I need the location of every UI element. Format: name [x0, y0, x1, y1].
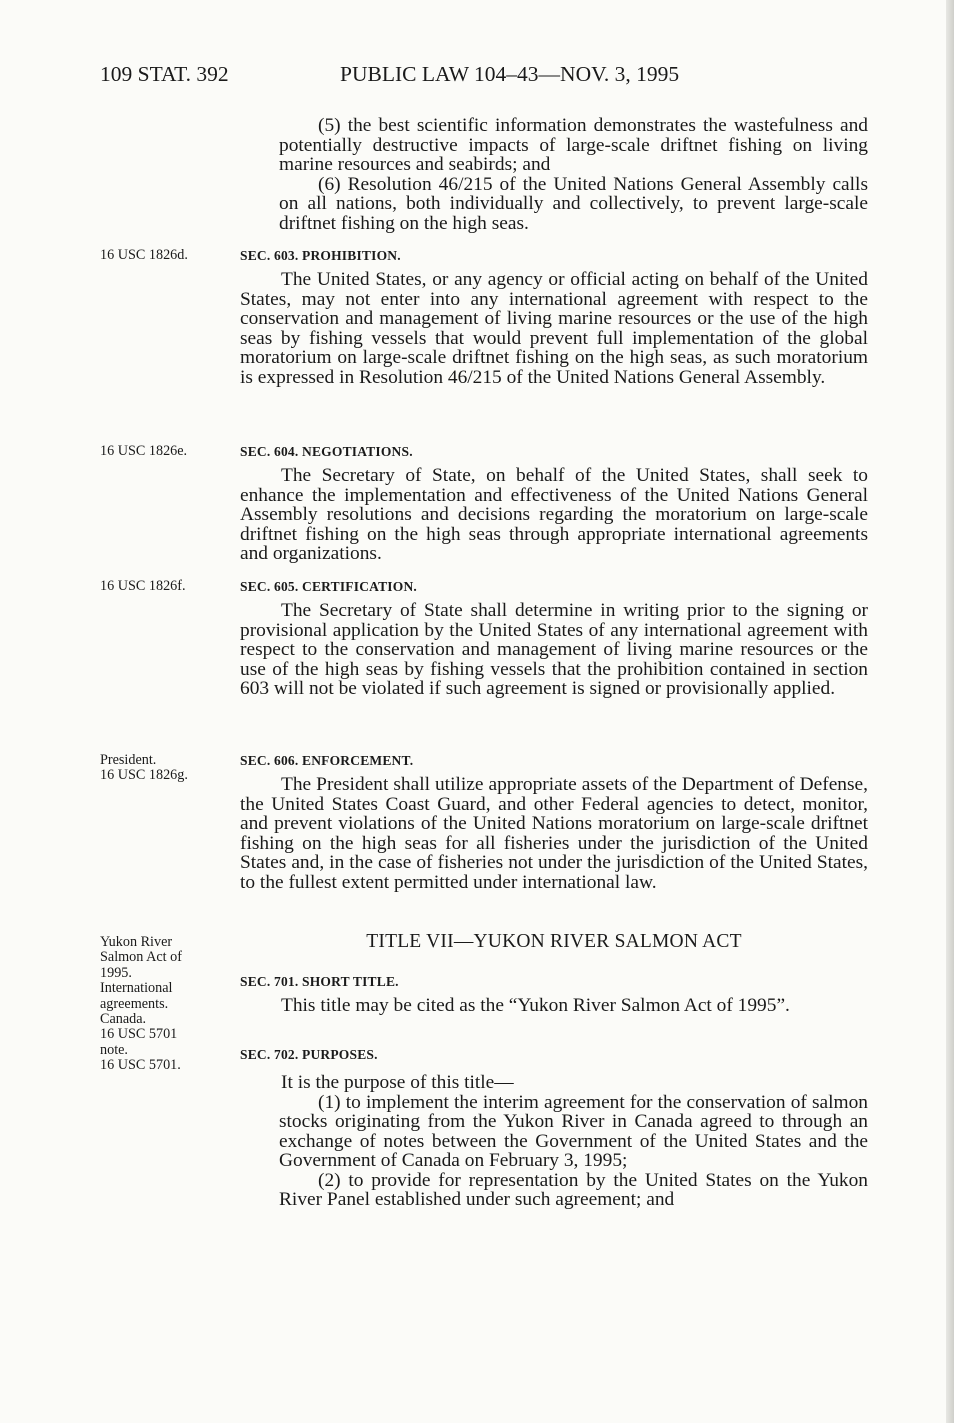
sec-606-heading: SEC. 606. ENFORCEMENT. [240, 753, 414, 768]
sec-603-body [240, 270, 868, 387]
statute-page-number: 109 STAT. 392 [100, 62, 229, 86]
sec-604-heading: SEC. 604. NEGOTIATIONS. [240, 444, 413, 459]
sec-605-heading: SEC. 605. CERTIFICATION. [240, 579, 417, 594]
sec-604-text: The Secretary of State, on behalf of the United States, shall seek to enhance the implementation and effectiveness of the United Nations General Assembly resolutions and decisions regarding the moratorium on large-scale driftnet fishing on the high seas through appropriate international agreements and organizations. [240, 465, 868, 564]
sec-702-body [240, 1073, 868, 1210]
margin-note-line: Canada. [100, 1011, 147, 1028]
sec-603-heading: SEC. 603. PROHIBITION. [240, 248, 401, 263]
margin-note-line: President. [100, 752, 157, 768]
margin-note-1826d: 16 USC 1826d. [100, 247, 188, 263]
sec-702-intro: It is the purpose of this title— [281, 1072, 514, 1093]
margin-note-line: agreements. [100, 995, 169, 1012]
page-edge [946, 0, 954, 1423]
findings-block [240, 116, 868, 233]
sec-603-text: The United States, or any agency or official acting on behalf of the United States, may not enter into any international agreement with respect to the conservation and management of living marine resources or the use of the high seas by fishing vessels that would prevent full implementation of the global moratorium on large-scale driftnet fishing on the high seas, as such moratorium is expressed in Resolution 46/215 of the United Nations General Assembly. [240, 269, 868, 388]
margin-note-1826e: 16 USC 1826e. [100, 443, 188, 459]
sec-701-text: This title may be cited as the “Yukon River Salmon Act of 1995”. [281, 995, 790, 1016]
margin-note-president [100, 753, 220, 784]
title-vii-heading: TITLE VII—YUKON RIVER SALMON ACT [366, 931, 742, 952]
margin-note-line: 16 USC 5701 [100, 1026, 178, 1043]
sec-606-body [240, 775, 868, 892]
sec-701-heading: SEC. 701. SHORT TITLE. [240, 974, 399, 989]
sec-604-body [240, 466, 868, 564]
margin-note-line: Salmon Act of [100, 949, 182, 966]
public-law-citation: PUBLIC LAW 104–43—NOV. 3, 1995 [340, 62, 680, 86]
margin-note-1826f: 16 USC 1826f. [100, 578, 186, 594]
margin-note-line: International [100, 980, 173, 997]
margin-note-line: 16 USC 1826g. [100, 767, 188, 784]
sec-702-item-1: (1) to implement the interim agreement for the conservation of salmon stocks originating from the Yukon River in Canada agreed to through an exchange of notes between the Government of the United States and the Government of Canada on February 3, 1995; [279, 1091, 868, 1171]
margin-note-line: Yukon River [100, 934, 173, 950]
sec-702-heading: SEC. 702. PURPOSES. [240, 1047, 378, 1062]
sec-605-body [240, 601, 868, 699]
margin-note-line: 1995. [100, 964, 132, 981]
margin-note-line: 16 USC 5701. [100, 1057, 181, 1074]
margin-note-yukon [100, 935, 220, 1074]
sec-702-item-2: (2) to provide for representation by the United States on the Yukon River Panel established under such agreement; and [279, 1169, 868, 1210]
margin-note-line: note. [100, 1041, 128, 1058]
finding-6: (6) Resolution 46/215 of the United Nations General Assembly calls on all nations, both individually and collectively, to prevent large-scale driftnet fishing on the high seas. [279, 173, 868, 234]
sec-701-body [240, 996, 868, 1016]
sec-605-text: The Secretary of State shall determine in writing prior to the signing or provisional application by the United States of any international agreement with respect to the conservation and management of living marine resources or the use of the high seas by fishing vessels that the prohibition contained in section 603 will not be violated if such agreement is signed or provisionally applied. [240, 600, 868, 699]
sec-606-text: The President shall utilize appropriate assets of the Department of Defense, the United States Coast Guard, and other Federal agencies to detect, monitor, and prevent violations of the United Nations moratorium on large-scale driftnet fishing on the high seas for all fisheries under the jurisdiction of the United States and, in the case of fisheries not under the jurisdiction of the United States, to the fullest extent permitted under international law. [240, 774, 868, 893]
finding-5: (5) the best scientific information demonstrates the wastefulness and potentially destructive impacts of large-scale driftnet fishing on living marine resources and seabirds; and [279, 115, 868, 175]
running-header [100, 62, 860, 94]
